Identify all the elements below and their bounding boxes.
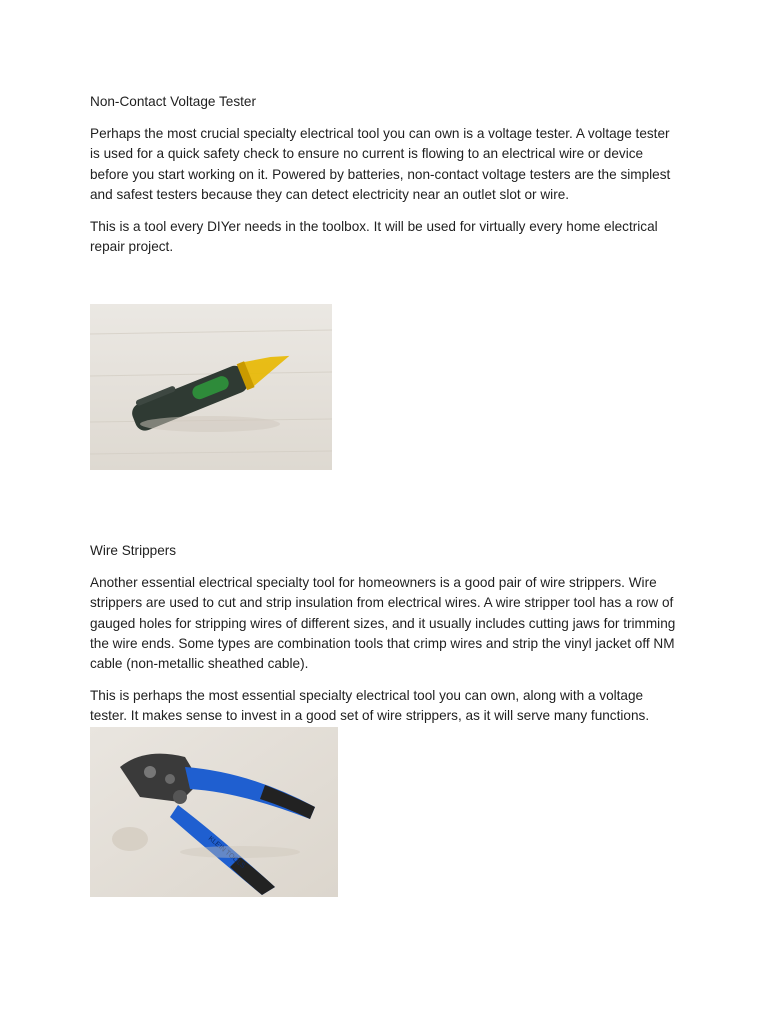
paragraph-wire-strippers-usage: This is perhaps the most essential specialty electrical tool you can own, along with a voltage tester. It makes sense to invest in a good set of wire strippers, as it will serve many functions.: [90, 688, 650, 724]
paragraph-wire-strippers-intro: Another essential electrical specialty tool for homeowners is a good pair of wire strippers. Wire strippers are used to cut and strip insulation from electrical wires. A wire stripper tool has a row of gauged holes for stripping wires of different sizes, and it usually includes cutting jaws for trimming the wire ends. Some types are combination tools that crimp wires and strip the vinyl jacket off NM cable (non-metallic sheathed cable).: [90, 575, 676, 672]
wire-strippers-photo: [90, 727, 338, 897]
voltage-tester-photo: [90, 304, 332, 470]
section-heading-voltage-tester: Non-Contact Voltage Tester: [90, 94, 256, 109]
section-heading-wire-strippers: Wire Strippers: [90, 543, 177, 558]
paragraph-voltage-tester-usage: This is a tool every DIYer needs in the toolbox. It will be used for virtually every home electrical repair project.: [90, 219, 658, 255]
svg-text:KLEIN TOOLS: KLEIN TOOLS: [206, 835, 247, 870]
paragraph-voltage-tester-intro: Perhaps the most crucial specialty electrical tool you can own is a voltage tester. A voltage tester is used for a quick safety check to ensure no current is flowing to an electrical wire or device before you start working on it. Powered by batteries, non-contact voltage testers are the simplest and safest testers because they can detect electricity near an outlet slot or wire.: [90, 126, 671, 202]
